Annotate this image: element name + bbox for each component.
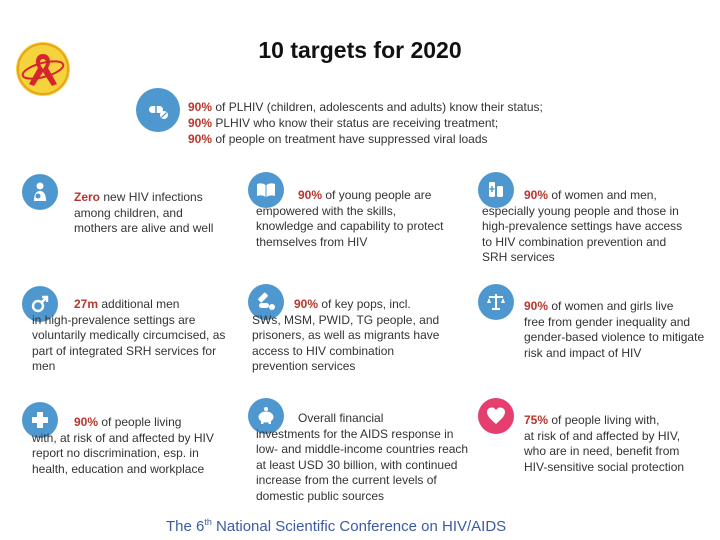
target-text: of key pops, incl. (318, 297, 411, 311)
top-target-highlight: 90% (188, 100, 213, 114)
target-social-protection (482, 413, 702, 475)
footer-superscript: th (204, 517, 212, 527)
target-zero-infections (32, 190, 222, 237)
top-target-text: PLHIV who know their status are receiving treatment; (212, 116, 499, 130)
target-text-rest: with, at risk of and affected by HIV report no discrimination, esp. in health, education and workplace (32, 430, 214, 476)
target-gender-equality (482, 299, 707, 361)
target-text-rest: investments for the AIDS response in low- and middle-income countries reach at least USD 30 billion, with continued increase from the current levels of domestic public sources (256, 426, 469, 503)
top-targets (188, 99, 543, 147)
target-text: of young people are (322, 188, 432, 202)
target-highlight: 27m (74, 297, 99, 311)
target-text: of people living with, (548, 413, 660, 427)
target-text-rest: free from gender inequality and gender-based violence to mitigate risk and impact of HIV (524, 314, 705, 360)
top-target-text: of PLHIV (children, adolescents and adults) know their status; (212, 100, 543, 114)
top-target-line (188, 131, 543, 147)
target-highlight: 90% (298, 188, 323, 202)
top-target-line (188, 99, 543, 115)
top-target-text: of people on treatment have suppressed viral loads (212, 132, 488, 146)
conference-footer (166, 517, 506, 535)
target-text: of women and men, (548, 188, 657, 202)
target-text-rest: empowered with the skills, knowledge and capability to protect themselves from HIV (256, 203, 444, 249)
target-text-rest: SWs, MSM, PWID, TG people, and prisoners, as well as migrants have access to HIV combination prevention services (252, 312, 440, 373)
target-highlight: 90% (524, 299, 549, 313)
target-text: new HIV infections (100, 190, 203, 204)
target-text-rest: especially young people and those in high-prevalence settings have access to HIV combination prevention and SRH services (482, 203, 683, 264)
target-highlight: 90% (74, 415, 99, 429)
target-young-people (256, 188, 456, 250)
target-text-rest: in high-prevalence settings are voluntarily medically circumcised, as part of integrated SRH services for men (32, 312, 226, 373)
top-target-highlight: 90% (188, 116, 213, 130)
top-target-highlight: 90% (188, 132, 213, 146)
target-text: of people living (98, 415, 182, 429)
target-text: of women and girls live (548, 299, 674, 313)
footer-text-rest: National Scientific Conference on HIV/AIDS (211, 518, 507, 535)
target-circumcision (32, 297, 232, 375)
target-text: Overall financial (298, 411, 384, 425)
target-highlight: Zero (74, 190, 101, 204)
top-target-line (188, 115, 543, 131)
target-no-discrimination (32, 415, 232, 477)
pill-icon (136, 88, 180, 132)
target-financial-investment (256, 411, 471, 504)
target-text-rest: at risk of and affected by HIV, who are in need, benefit from HIV-sensitive social protection (524, 428, 685, 474)
target-highlight: 90% (524, 188, 549, 202)
footer-text: The 6 (166, 518, 205, 535)
target-women-men (482, 188, 692, 266)
target-text-rest: among children, and mothers are alive and well (74, 205, 214, 235)
target-highlight: 90% (294, 297, 319, 311)
target-key-pops (252, 297, 452, 375)
target-text: additional men (98, 297, 180, 311)
page-title: 10 targets for 2020 (258, 37, 462, 63)
target-highlight: 75% (524, 413, 549, 427)
